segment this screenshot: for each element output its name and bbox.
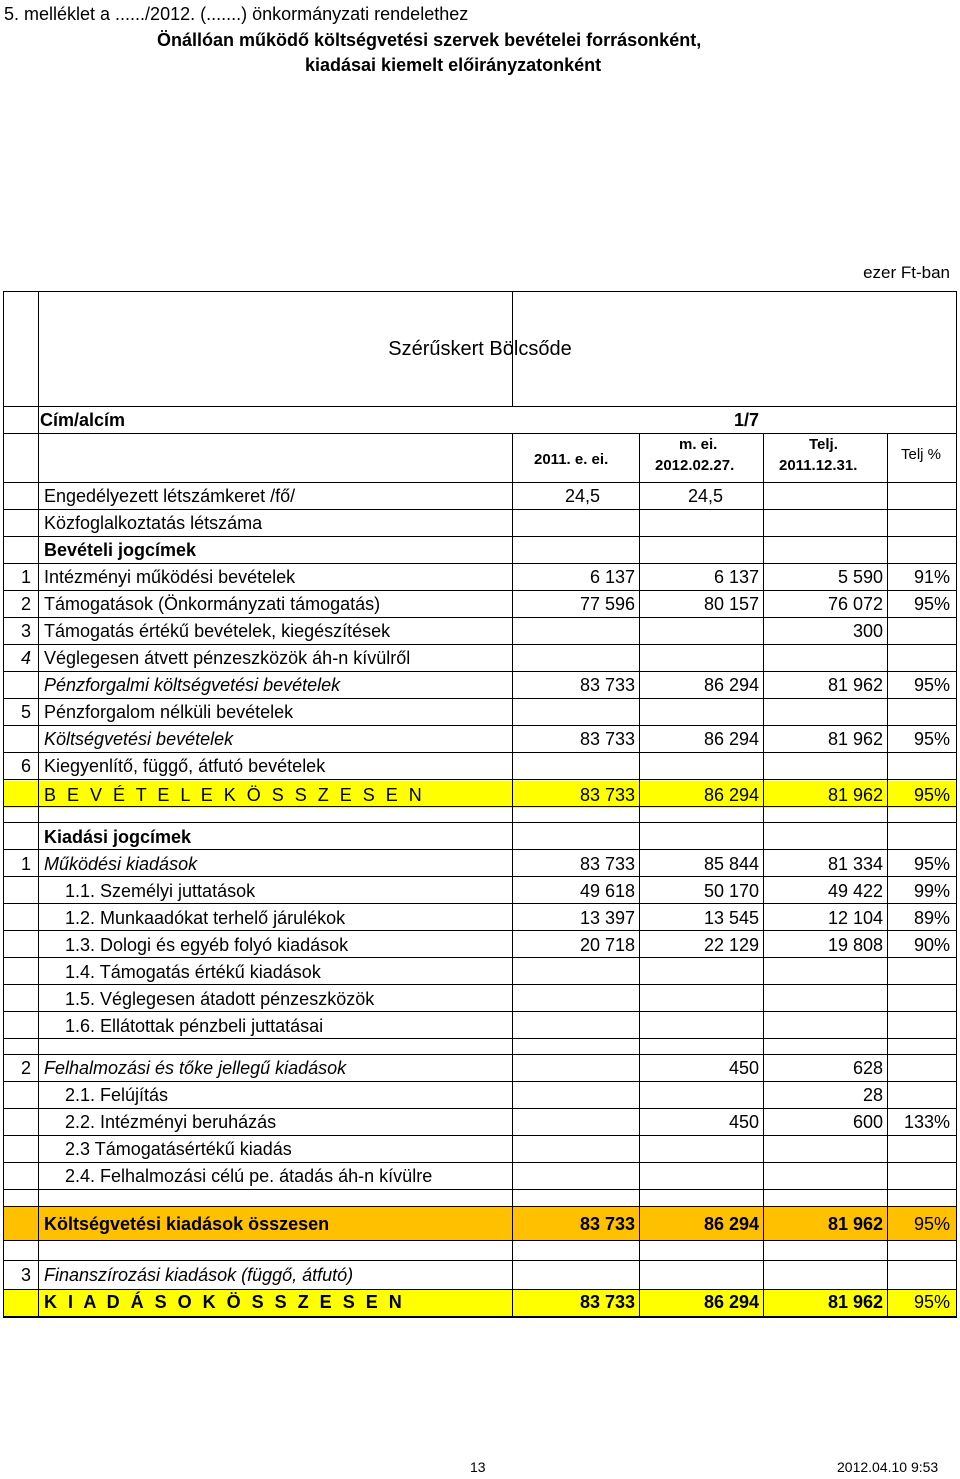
headcount-modified: 24,5 (687, 486, 723, 506)
row-divider (3, 1206, 957, 1207)
operating-item-actual: 19 808 (827, 935, 883, 955)
headcount-label: Engedélyezett létszámkeret /fő/ (44, 486, 296, 506)
row-divider (3, 903, 957, 904)
revenue-row-number: 2 (20, 594, 31, 614)
row-divider (3, 1162, 957, 1163)
table-border-left (3, 291, 4, 1318)
operating-item-plan: 49 618 (579, 881, 635, 901)
operating-item-label: 1.5. Véglegesen átadott pénzeszközök (65, 989, 375, 1009)
revenue-row-number: 6 (20, 756, 31, 776)
revenue-row-actual: 76 072 (827, 594, 883, 614)
revenue-row-plan: 6 137 (589, 567, 635, 587)
expense-total-modified: 86 294 (703, 1292, 759, 1312)
row-divider (3, 433, 957, 434)
row-divider (3, 1081, 957, 1082)
revenue-row-label: Véglegesen átvett pénzeszközök áh-n kívülről (44, 648, 411, 668)
operating-item-percent: 90% (913, 935, 950, 955)
budget-total-actual: 81 962 (827, 1214, 883, 1234)
operating-item-label: 1.4. Támogatás értékű kiadások (65, 962, 321, 982)
budget-table (3, 291, 957, 1318)
revenue-row-actual: 81 962 (827, 675, 883, 695)
revenue-total-modified: 86 294 (703, 785, 759, 805)
row-divider (3, 1038, 957, 1039)
operating-item-percent: 99% (913, 881, 950, 901)
revenue-row-plan: 83 733 (579, 675, 635, 695)
row-divider (3, 1011, 957, 1012)
revenue-total-percent: 95% (913, 785, 950, 805)
row-divider (3, 536, 957, 537)
column-header-actual: Telj. (809, 436, 838, 453)
document-title: Önállóan működő költségvetési szervek bevételei forrásonként, (157, 30, 702, 50)
capital-item-label: 2.3 Támogatásértékű kiadás (65, 1139, 292, 1159)
row-divider (3, 671, 957, 672)
revenue-row-actual: 81 962 (827, 729, 883, 749)
cim-label: Cím/alcím (40, 410, 126, 430)
revenue-total-label: B E V É T E L E K Ö S S Z E S E N (44, 785, 425, 805)
column-header-plan: 2011. e. ei. (534, 451, 609, 468)
capital-item-actual: 600 (852, 1112, 883, 1132)
revenue-row-label: Pénzforgalom nélküli bevételek (44, 702, 294, 722)
operating-modified: 85 844 (703, 854, 759, 874)
operating-item-actual: 12 104 (827, 908, 883, 928)
operating-item-label: 1.6. Ellátottak pénzbeli juttatásai (65, 1016, 324, 1036)
column-divider (38, 291, 39, 1318)
revenue-row-actual: 300 (852, 621, 883, 641)
row-divider (3, 1316, 957, 1317)
operating-item-actual: 49 422 (827, 881, 883, 901)
revenue-row-percent: 95% (913, 675, 950, 695)
revenue-row-label: Pénzforgalmi költségvetési bevételek (44, 675, 341, 695)
revenue-row-label: Költségvetési bevételek (44, 729, 234, 749)
revenue-row-number: 1 (20, 567, 31, 587)
row-divider (3, 1189, 957, 1190)
revenue-row-modified: 86 294 (703, 729, 759, 749)
capital-item-modified: 450 (728, 1112, 759, 1132)
revenue-row-label: Támogatás értékű bevételek, kiegészítések (44, 621, 391, 641)
capital-number: 2 (20, 1058, 31, 1078)
row-divider (3, 822, 957, 823)
cim-value: 1/7 (733, 410, 759, 430)
revenue-row-modified: 6 137 (713, 567, 759, 587)
operating-item-modified: 13 545 (703, 908, 759, 928)
expense-total-percent: 95% (913, 1292, 950, 1312)
budget-total-percent: 95% (913, 1214, 950, 1234)
operating-percent: 95% (913, 854, 950, 874)
row-divider (3, 876, 957, 877)
table-border-top (3, 291, 957, 292)
revenue-row-plan: 77 596 (579, 594, 635, 614)
row-divider (3, 725, 957, 726)
row-divider (3, 1240, 957, 1241)
row-divider (3, 482, 957, 483)
operating-item-modified: 22 129 (703, 935, 759, 955)
row-divider (3, 1289, 957, 1290)
operating-item-label: 1.1. Személyi juttatások (65, 881, 256, 901)
operating-item-plan: 20 718 (579, 935, 635, 955)
revenue-row-number: 4 (20, 648, 31, 668)
capital-item-label: 2.2. Intézményi beruházás (65, 1112, 277, 1132)
operating-plan: 83 733 (579, 854, 635, 874)
revenue-row-modified: 86 294 (703, 675, 759, 695)
row-divider (3, 957, 957, 958)
revenue-row-plan: 83 733 (579, 729, 635, 749)
capital-item-percent: 133% (903, 1112, 950, 1132)
row-divider (3, 779, 957, 780)
budget-total-label: Költségvetési kiadások összesen (44, 1214, 330, 1234)
print-timestamp: 2012.04.10 9:53 (837, 1459, 939, 1475)
operating-number: 1 (20, 854, 31, 874)
operating-actual: 81 334 (827, 854, 883, 874)
revenue-row-label: Támogatások (Önkormányzati támogatás) (44, 594, 381, 614)
revenue-row-percent: 91% (913, 567, 950, 587)
table-border-right (956, 291, 957, 1318)
revenue-row-percent: 95% (913, 594, 950, 614)
document-subtitle: kiadásai kiemelt előirányzatonként (305, 55, 602, 75)
public-work-label: Közfoglalkoztatás létszáma (44, 513, 263, 533)
operating-item-modified: 50 170 (703, 881, 759, 901)
page-number: 13 (470, 1459, 486, 1475)
row-divider (3, 563, 957, 564)
column-header-modified-plan: m. ei. (679, 436, 718, 453)
revenue-total-actual: 81 962 (827, 785, 883, 805)
capital-modified: 450 (728, 1058, 759, 1078)
revenue-row-actual: 5 590 (837, 567, 883, 587)
revenue-row-label: Intézményi működési bevételek (44, 567, 296, 587)
expense-total-plan: 83 733 (579, 1292, 635, 1312)
capital-item-actual: 28 (862, 1085, 883, 1105)
revenue-total-plan: 83 733 (579, 785, 635, 805)
operating-item-label: 1.3. Dologi és egyéb folyó kiadások (65, 935, 349, 955)
row-divider (3, 1260, 957, 1261)
row-divider (3, 806, 957, 807)
table-border-bottom (3, 1317, 957, 1318)
revenue-row-number: 3 (20, 621, 31, 641)
capital-actual: 628 (852, 1058, 883, 1078)
budget-total-modified: 86 294 (703, 1214, 759, 1234)
row-divider (3, 930, 957, 931)
expense-section-title: Kiadási jogcímek (44, 827, 192, 847)
row-divider (3, 406, 957, 407)
document-annex-title: 5. melléklet a ....../2012. (.......) önkormányzati rendelethez (4, 4, 469, 24)
capital-item-label: 2.4. Felhalmozási célú pe. átadás áh-n kívülre (65, 1166, 433, 1186)
revenue-row-label: Kiegyenlítő, függő, átfutó bevételek (44, 756, 326, 776)
row-divider (3, 698, 957, 699)
row-divider (3, 644, 957, 645)
row-divider (3, 590, 957, 591)
revenue-row-percent: 95% (913, 729, 950, 749)
row-divider (3, 1108, 957, 1109)
institution-name: Szérűskert Bölcsőde (388, 338, 572, 360)
revenue-row-modified: 80 157 (703, 594, 759, 614)
capital-item-label: 2.1. Felújítás (65, 1085, 169, 1105)
column-header-actual-date: 2011.12.31. (779, 457, 858, 474)
row-divider (3, 984, 957, 985)
capital-label: Felhalmozási és tőke jellegű kiadások (44, 1058, 347, 1078)
expense-total-label: K I A D Á S O K Ö S S Z E S E N (44, 1292, 405, 1312)
unit-label: ezer Ft-ban (863, 263, 950, 282)
row-divider (3, 617, 957, 618)
expense-total-actual: 81 962 (827, 1292, 883, 1312)
revenue-row-number: 5 (20, 702, 31, 722)
operating-label: Működési kiadások (44, 854, 198, 874)
row-divider (3, 509, 957, 510)
row-divider (3, 1054, 957, 1055)
financing-number: 3 (20, 1265, 31, 1285)
column-header-percent: Telj % (901, 446, 942, 463)
budget-total-plan: 83 733 (579, 1214, 635, 1234)
operating-item-label: 1.2. Munkaadókat terhelő járulékok (65, 908, 346, 928)
operating-item-plan: 13 397 (579, 908, 635, 928)
column-header-modified-date: 2012.02.27. (655, 457, 735, 474)
revenue-section-title: Bevételi jogcímek (44, 540, 197, 560)
row-divider (3, 752, 957, 753)
financing-label: Finanszírozási kiadások (függő, átfutó) (44, 1265, 354, 1285)
row-divider (3, 1135, 957, 1136)
row-divider (3, 849, 957, 850)
operating-item-percent: 89% (913, 908, 950, 928)
headcount-plan: 24,5 (564, 486, 600, 506)
